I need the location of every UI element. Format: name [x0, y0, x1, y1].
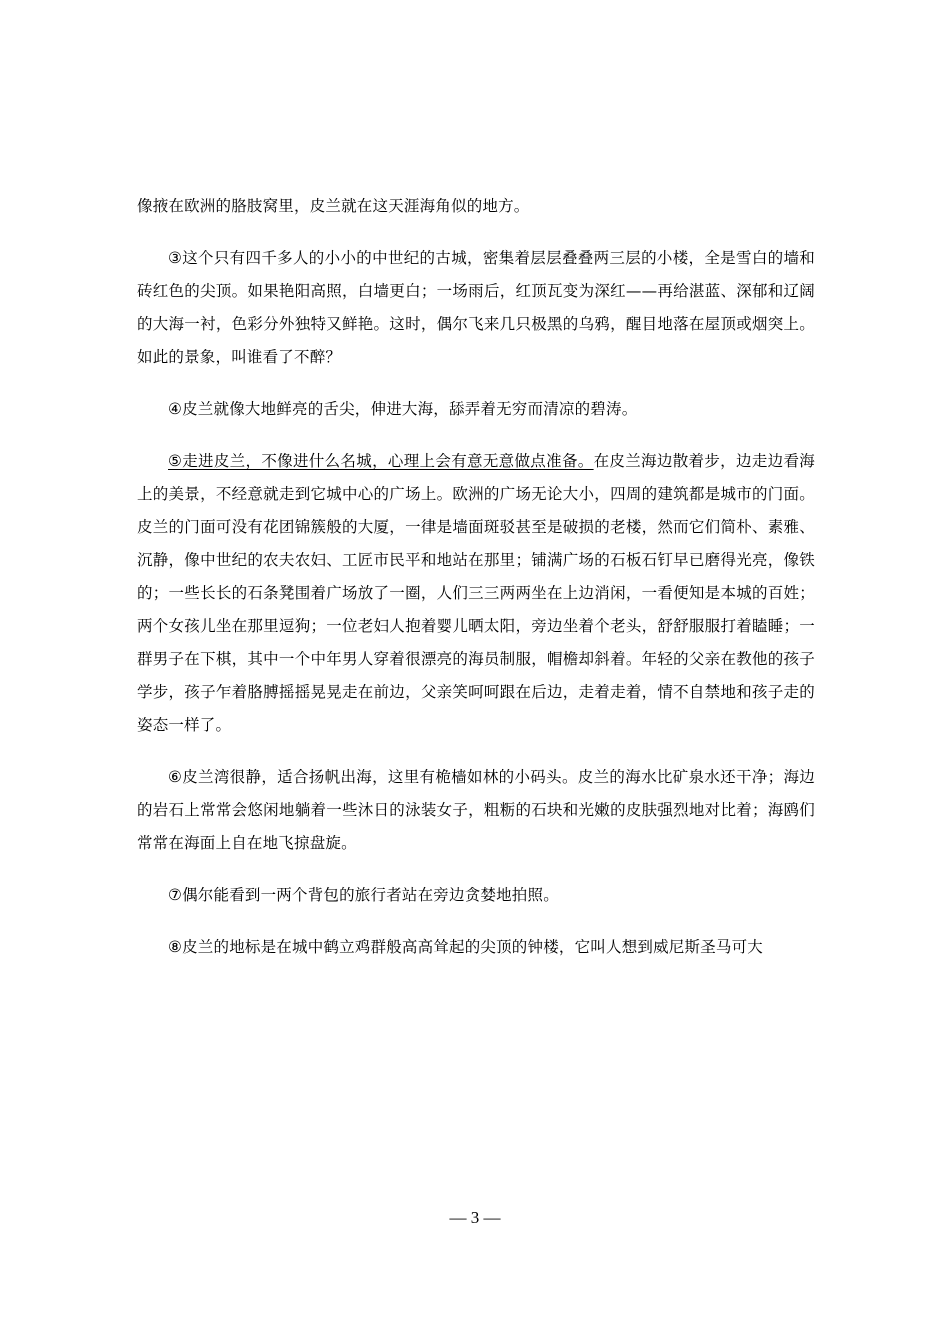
- paragraph-7: ⑦偶尔能看到一两个背包的旅行者站在旁边贪婪地拍照。: [168, 886, 559, 904]
- paragraph-6: ⑥皮兰湾很静，适合扬帆出海，这里有桅樯如林的小码头。皮兰的海水比矿泉水还干净；海边的岩石上常常会悠闲地躺着一些沐日的泳装女子，粗粝的石块和光嫩的皮肤强烈地对比着；海鸥们常常在海面上自在地飞掠盘旋。: [137, 768, 815, 852]
- paragraph-3: ③这个只有四千多人的小小的中世纪的古城，密集着层层叠叠两三层的小楼，全是雪白的墙和砖红色的尖顶。如果艳阳高照，白墙更白；一场雨后，红顶瓦变为深红——再给湛蓝、深郁和辽阔的大海一衬，色彩分外独特又鲜艳。这时，偶尔飞来几只极黑的乌鸦，醒目地落在屋顶或烟突上。如此的景象，叫谁看了不醉？: [137, 249, 815, 366]
- paragraph-5-rest: 在皮兰海边散着步，边走边看海上的美景，不经意就走到它城中心的广场上。欧洲的广场无论大小，四周的建筑都是城市的门面。皮兰的门面可没有花团锦簇般的大厦，一律是墙面斑驳甚至是破损的老楼，然而它们简朴、素雅、沉静，像中世纪的农夫农妇、工匠市民平和地站在那里；铺满广场的石板石钉早已磨得光亮，像铁的；一些长长的石条凳围着广场放了一圈，人们三三两两坐在上边消闲，一看便知是本城的百姓；两个女孩儿坐在那里逗狗；一位老妇人抱着婴儿晒太阳，旁边坐着个老头，舒舒服服打着瞌睡；一群男子在下棋，其中一个中年男人穿着很漂亮的海员制服，帽檐却斜着。年轻的父亲在教他的孩子学步，孩子乍着胳膊摇摇晃晃走在前边，父亲笑呵呵跟在后边，走着走着，情不自禁地和孩子走的姿态一样了。: [137, 452, 815, 734]
- paragraph-5: [137, 445, 815, 742]
- paragraph-4: ④皮兰就像大地鲜亮的舌尖，伸进大海，舔弄着无穷而清凉的碧涛。: [168, 400, 638, 418]
- page-number: — 3 —: [449, 1208, 501, 1227]
- article-body: [137, 190, 815, 983]
- paragraph-continuation: 像掖在欧洲的胳肢窝里，皮兰就在这天涯海角似的地方。: [137, 197, 530, 215]
- paragraph-8: ⑧皮兰的地标是在城中鹤立鸡群般高高耸起的尖顶的钟楼，它叫人想到威尼斯圣马可大: [168, 938, 763, 956]
- underlined-sentence: ⑤走进皮兰，不像进什么名城，心理上会有意无意做点准备。: [168, 452, 594, 470]
